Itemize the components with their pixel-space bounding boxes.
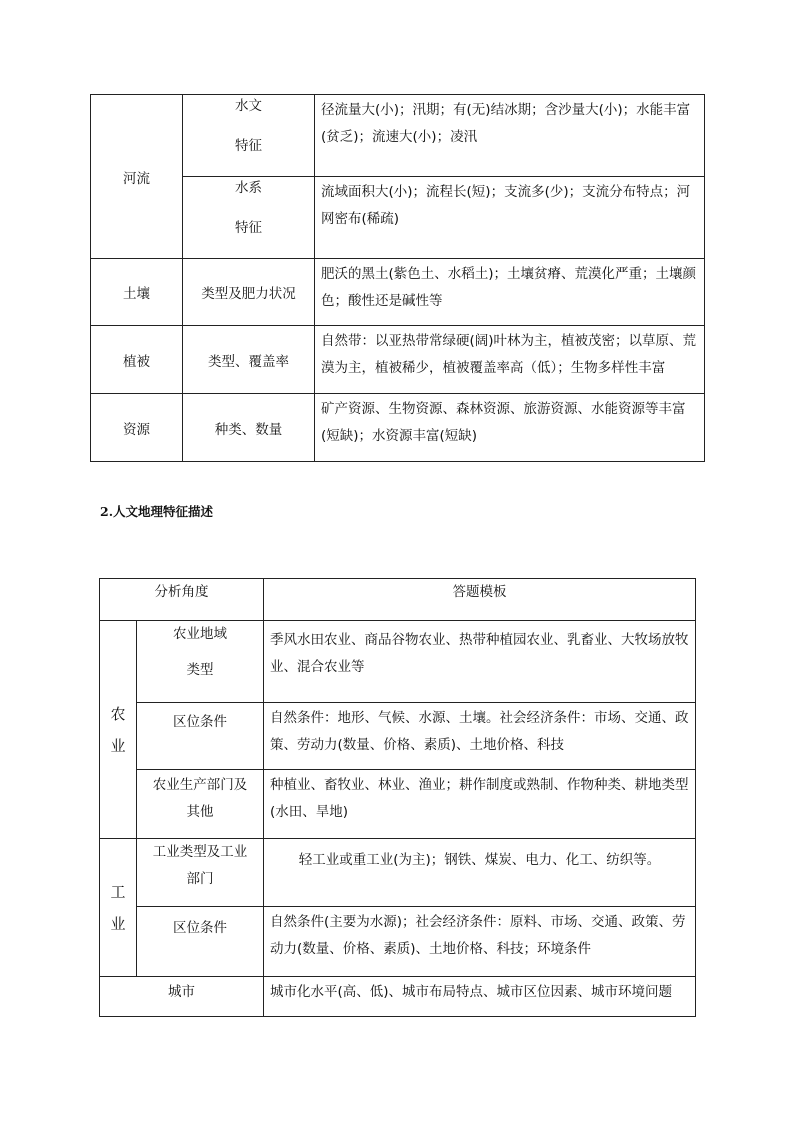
vegetation-desc: 自然带：以亚热带常绿硬(阔)叶林为主，植被茂密；以草原、荒漠为主，植被稀少，植被覆盖率高（低）；生物多样性丰富 [315, 326, 705, 394]
resources-desc: 矿产资源、生物资源、森林资源、旅游资源、水能资源等丰富(短缺)；水资源丰富(短缺) [315, 394, 705, 462]
agri-type-desc: 季风水田农业、商品谷物农业、热带种植园农业、乳畜业、大牧场放牧业、混合农业等 [264, 621, 696, 703]
river-system-aspect [183, 177, 315, 259]
industry-type-desc: 轻工业或重工业(为主)；钢铁、煤炭、电力、化工、纺织等。 [264, 839, 696, 907]
river-hydro-desc: 径流量大(小)；汛期；有(无)结冰期；含沙量大(小)；水能丰富(贫乏)；流速大(小)；凌汛 [315, 95, 705, 177]
agri-type-aspect [137, 621, 264, 703]
industry-type-line1: 工业类型及工业 [152, 844, 248, 860]
soil-desc: 肥沃的黑土(紫色土、水稻土)；土壤贫瘠、荒漠化严重；土壤颜色；酸性还是碱性等 [315, 259, 705, 326]
river-system-line1: 水系 [235, 180, 262, 196]
agri-dept-desc: 种植业、畜牧业、林业、渔业；耕作制度或熟制、作物种类、耕地类型(水田、旱地) [264, 770, 696, 839]
section-heading: 2.人文地理特征描述 [100, 504, 214, 519]
agri-type-line2: 类型 [186, 662, 214, 678]
soil-aspect: 类型及肥力状况 [183, 259, 315, 326]
industry-char-1: 工 [110, 882, 126, 901]
river-system-line2: 特征 [235, 220, 262, 236]
city-label: 城市 [100, 977, 264, 1017]
agri-dept-line2: 其他 [186, 804, 214, 820]
resources-aspect: 种类、数量 [183, 394, 315, 462]
industry-char-2: 业 [110, 914, 126, 933]
river-hydro-aspect [183, 95, 315, 177]
vegetation-label: 植被 [91, 326, 183, 394]
vegetation-aspect: 类型、覆盖率 [183, 326, 315, 394]
industry-type-aspect [137, 839, 264, 907]
soil-label: 土壤 [91, 259, 183, 326]
industry-label [100, 839, 137, 977]
agriculture-char-2: 业 [110, 736, 126, 755]
river-hydro-line1: 水文 [235, 98, 262, 114]
agri-dept-line1: 农业生产部门及 [152, 777, 248, 793]
agriculture-char-1: 农 [110, 704, 126, 723]
header-template: 答题模板 [264, 579, 696, 621]
header-angle: 分析角度 [100, 579, 264, 621]
human-geography-table [99, 578, 696, 1017]
city-desc: 城市化水平(高、低)、城市布局特点、城市区位因素、城市环境问题 [264, 977, 696, 1017]
industry-location-label: 区位条件 [137, 907, 264, 977]
agri-location-label: 区位条件 [137, 703, 264, 770]
resources-label: 资源 [91, 394, 183, 462]
agri-location-desc: 自然条件：地形、气候、水源、土壤。社会经济条件：市场、交通、政策、劳动力(数量、价格、素质)、土地价格、科技 [264, 703, 696, 770]
agri-type-line1: 农业地域 [173, 626, 227, 642]
natural-geography-table [90, 94, 705, 462]
river-system-desc: 流域面积大(小)；流程长(短)；支流多(少)；支流分布特点；河网密布(稀疏) [315, 177, 705, 259]
river-label: 河流 [91, 95, 183, 259]
river-hydro-line2: 特征 [235, 138, 262, 154]
agri-dept-aspect [137, 770, 264, 839]
industry-type-line2: 部门 [186, 871, 214, 887]
industry-location-desc: 自然条件(主要为水源)；社会经济条件：原料、市场、交通、政策、劳动力(数量、价格、素质)、土地价格、科技；环境条件 [264, 907, 696, 977]
agriculture-label [100, 621, 137, 839]
